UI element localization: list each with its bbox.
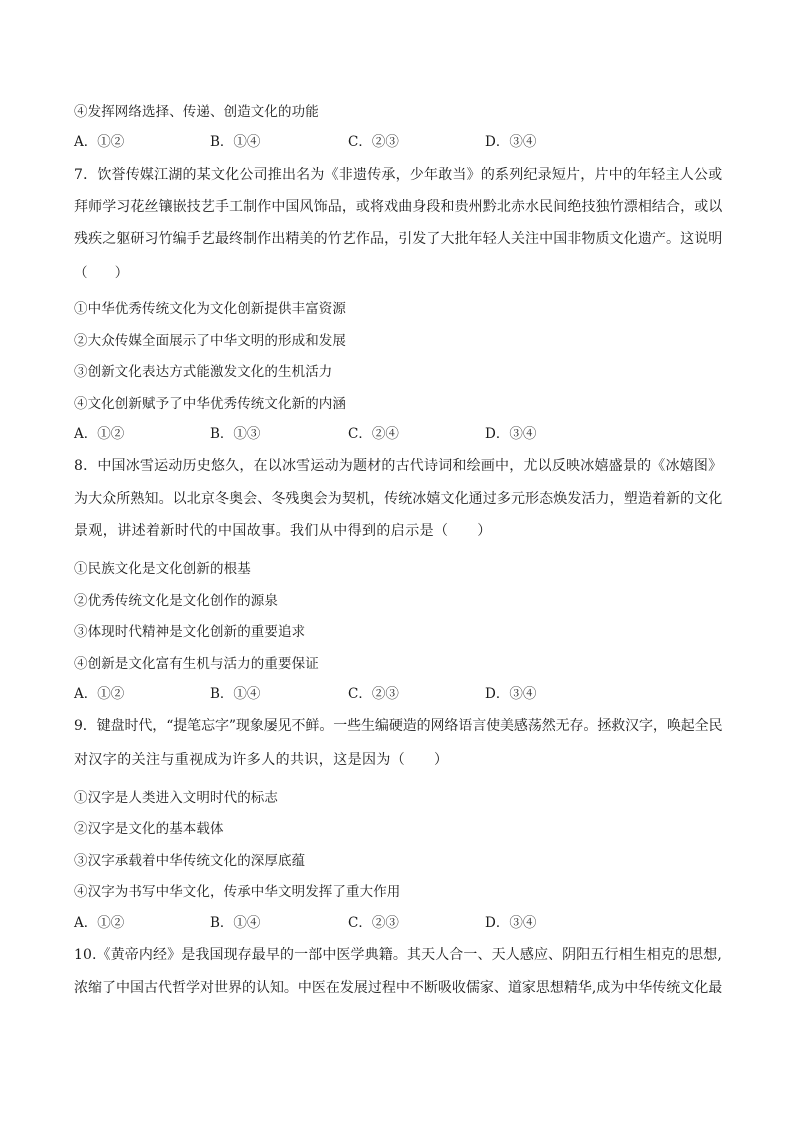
statement-line: ②优秀传统文化是文化创作的源泉 — [74, 593, 278, 609]
option-b: B．①④ — [210, 134, 261, 150]
answer-options — [74, 425, 714, 443]
question-9-stem-line: 对汉字的关注与重视成为许多人的共识，这是因为（ ） — [74, 752, 449, 768]
question-7-stem-line: 7．饮誉传媒江湖的某文化公司推出名为《非遗传承，少年敢当》的系列纪录短片，片中的年轻主人公或 — [74, 167, 723, 183]
question-7-stem-line: 拜师学习花丝镶嵌技艺手工制作中国风饰品，或将戏曲身段和贵州黔北赤水民间绝技独竹漂相结合，或以 — [74, 199, 723, 215]
option-d: D．③④ — [485, 915, 537, 931]
answer-options — [74, 914, 714, 932]
option-a: A．①② — [74, 686, 125, 702]
statement-line: ④发挥网络选择、传递、创造文化的功能 — [74, 104, 319, 120]
question-10-stem-line: 10.《黄帝内经》是我国现存最早的一部中医学典籍。其天人合一、天人感应、阴阳五行相生相克的思想, — [74, 947, 722, 963]
question-10-stem-line: 浓缩了中国古代哲学对世界的认知。中医在发展过程中不断吸收儒家、道家思想精华,成为中华传统文化最 — [74, 980, 723, 996]
question-7-stem-line: 残疾之躯研习竹编手艺最终制作出精美的竹艺作品，引发了大批年轻人关注中国非物质文化遗产。这说明 — [74, 231, 723, 247]
option-c: C．②③ — [348, 134, 399, 150]
option-c: C．②③ — [348, 686, 399, 702]
option-a: A．①② — [74, 915, 125, 931]
option-d: D．③④ — [485, 134, 537, 150]
question-8-stem-line: 为大众所熟知。以北京冬奥会、冬残奥会为契机，传统冰嬉文化通过多元形态焕发活力，塑造着新的文化 — [74, 491, 723, 507]
option-c: C．②③ — [348, 915, 399, 931]
statement-line: ①中华优秀传统文化为文化创新提供丰富资源 — [74, 301, 346, 317]
question-9-stem-line: 9．键盘时代，“提笔忘字”现象屡见不鲜。一些生编硬造的网络语言使美感荡然无存。拯救汉字，唤起全民 — [74, 718, 723, 734]
option-c: C．②④ — [348, 426, 399, 442]
option-d: D．③④ — [485, 686, 537, 702]
option-b: B．①④ — [210, 915, 261, 931]
answer-bracket: （ ） — [74, 265, 129, 281]
answer-options — [74, 133, 714, 151]
question-8-stem-line: 8．中国冰雪运动历史悠久，在以冰雪运动为题材的古代诗词和绘画中，尤以反映冰嬉盛景的《冰嬉图》 — [74, 458, 723, 474]
option-d: D．③④ — [485, 426, 537, 442]
statement-line: ①汉字是人类进入文明时代的标志 — [74, 790, 278, 806]
question-8-stem-line: 景观，讲述着新时代的中国故事。我们从中得到的启示是（ ） — [74, 523, 492, 539]
statement-line: ②大众传媒全面展示了中华文明的形成和发展 — [74, 333, 346, 349]
statement-line: ④创新是文化富有生机与活力的重要保证 — [74, 656, 319, 672]
statement-line: ③汉字承载着中华传统文化的深厚底蕴 — [74, 853, 306, 869]
option-b: B．①③ — [210, 426, 261, 442]
statement-line: ①民族文化是文化创新的根基 — [74, 561, 251, 577]
answer-options — [74, 685, 714, 703]
statement-line: ④汉字为书写中华文化，传承中华文明发挥了重大作用 — [74, 884, 401, 900]
option-b: B．①④ — [210, 686, 261, 702]
statement-line: ③创新文化表达方式能激发文化的生机活力 — [74, 364, 333, 380]
statement-line: ②汉字是文化的基本载体 — [74, 821, 224, 837]
option-a: A．①② — [74, 134, 125, 150]
option-a: A．①② — [74, 426, 125, 442]
statement-line: ③体现时代精神是文化创新的重要追求 — [74, 624, 306, 640]
statement-line: ④文化创新赋予了中华优秀传统文化新的内涵 — [74, 396, 346, 412]
